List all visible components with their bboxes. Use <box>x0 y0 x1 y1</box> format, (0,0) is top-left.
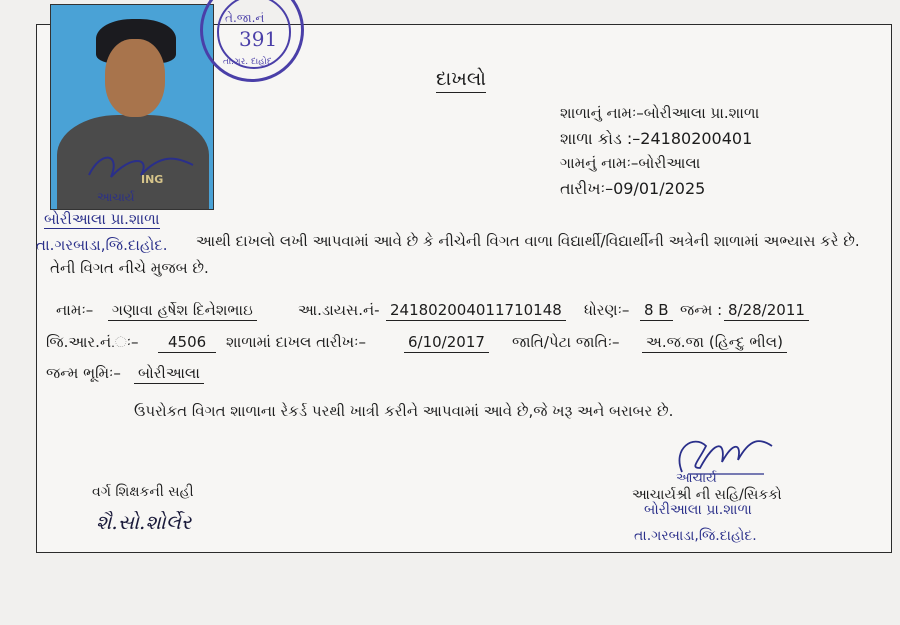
verification-text: ઉપરોકત વિગત શાળાના રેકર્ડ પરથી ખાત્રી કરીને આપવામાં આવે છે,જે ખરૂ અને બરાબર છે. <box>134 402 674 420</box>
intro-line-2: તેની વિગત નીચે મુજબ છે. <box>50 259 209 277</box>
dise-value: 241802004011710148 <box>386 301 566 321</box>
name-value: ગણાવા હર્ષેશ દિનેશભાઇ <box>108 301 257 321</box>
principal-sign-label: આચાર્યશ્રી ની સહિ/સિકકો <box>632 487 782 503</box>
stamp-right-school: બોરીઆલા પ્રા.શાળા <box>644 502 752 518</box>
student-photo <box>50 4 214 210</box>
stamp-left-taluka: તા.ગરબાડા,જિ.દાહોદ. <box>36 236 168 254</box>
teacher-signature: શૈ.સો.શોર્લેર <box>96 510 192 534</box>
issue-date: તારીખઃ–09/01/2025 <box>560 179 706 198</box>
round-stamp-top: તે.જા.નં <box>225 11 265 25</box>
admit-value: 6/10/2017 <box>404 333 489 353</box>
birthplace-value: બોરીઆલા <box>134 364 204 384</box>
std-label: ધોરણઃ– <box>584 301 630 319</box>
gr-label: જિ.આર.નં.ઃ– <box>46 333 139 351</box>
birth-label: જન્મ : <box>680 301 723 319</box>
round-stamp-bottom: તા.ગર. દાહોદ <box>223 57 272 67</box>
photo-shirt-print: ING <box>141 173 164 186</box>
document-title: દાખલો <box>436 68 486 93</box>
stamp-right-taluka: તા.ગરબાડા,જિ.દાહોદ. <box>634 528 757 544</box>
birth-value: 8/28/2011 <box>724 301 809 321</box>
photo-signature <box>81 145 201 195</box>
stamp-left-title: આચાર્ય <box>97 190 135 204</box>
stamp-left-school: બોરીઆલા પ્રા.શાળા <box>44 210 160 228</box>
admit-label: શાળામાં દાખલ તારીખઃ– <box>226 333 366 351</box>
round-stamp-number: 391 <box>239 27 278 51</box>
village-name: ગામનું નામઃ–બોરીઆલા <box>560 154 701 172</box>
name-label: નામઃ– <box>56 301 94 319</box>
gr-value: 4506 <box>158 333 216 353</box>
school-name: શાળાનું નામઃ–બોરીઆલા પ્રા.શાળા <box>560 104 760 122</box>
caste-label: જાતિ/પેટા જાતિઃ– <box>512 333 620 351</box>
dise-label: આ.ડાયસ.નં- <box>298 301 380 319</box>
teacher-sign-label: વર્ગ શિક્ષકની સહી <box>92 484 194 500</box>
birthplace-label: જન્મ ભૂમિઃ– <box>46 364 121 382</box>
caste-value: અ.જ.જા (હિન્દુ ભીલ) <box>642 333 787 353</box>
photo-face <box>105 39 165 117</box>
intro-line-1: આથી દાખલો લખી આપવામાં આવે છે કે નીચેની વિગત વાળા વિદ્યાર્થી/વિદ્યાર્થીની અત્રેની શાળામાં અભ્યાસ કરે છે. <box>196 232 860 250</box>
school-code: શાળા કોડ :–24180200401 <box>560 129 753 148</box>
std-value: 8 B <box>640 301 673 321</box>
stamp-right-title: આચાર્ય <box>676 471 717 486</box>
